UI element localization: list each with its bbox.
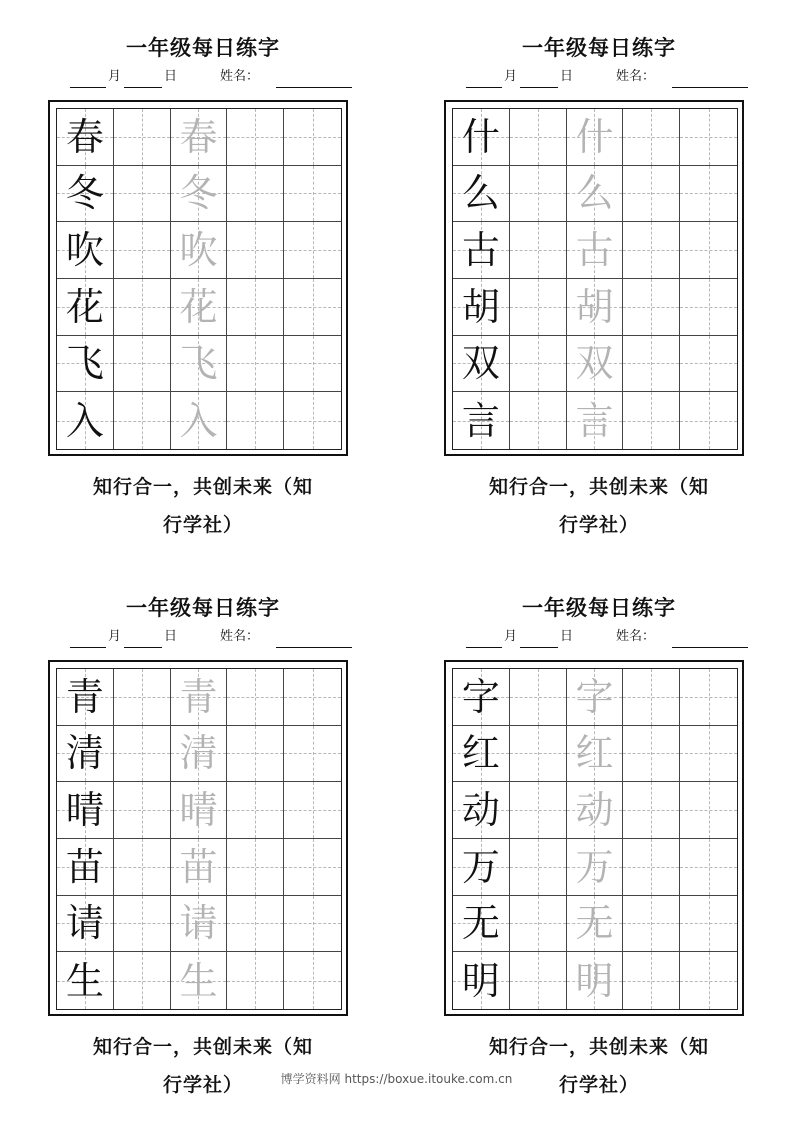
trace-character: 苗 (179, 844, 218, 889)
practice-cell[interactable] (680, 669, 737, 726)
trace-cell[interactable] (171, 669, 228, 726)
practice-grid (452, 668, 738, 1010)
day-blank[interactable] (124, 86, 162, 88)
model-character: 古 (461, 228, 500, 273)
day-label: 日 (560, 69, 574, 84)
model-character: 胡 (461, 284, 500, 329)
trace-character: 什 (575, 114, 614, 159)
model-cell (453, 392, 510, 449)
trace-character: 万 (575, 844, 614, 889)
practice-cell[interactable] (284, 952, 341, 1009)
trace-cell[interactable] (567, 896, 624, 953)
model-cell (453, 669, 510, 726)
trace-cell[interactable] (567, 782, 624, 839)
practice-cell[interactable] (680, 392, 737, 449)
practice-sheet-4 (444, 592, 754, 1112)
practice-cell[interactable] (510, 952, 567, 1009)
trace-character: 青 (179, 674, 218, 719)
trace-character: 请 (179, 901, 218, 946)
practice-cell[interactable] (114, 952, 171, 1009)
model-cell (57, 392, 114, 449)
trace-cell[interactable] (171, 336, 228, 393)
practice-cell[interactable] (284, 109, 341, 166)
practice-grid (56, 668, 342, 1010)
trace-cell[interactable] (567, 392, 624, 449)
practice-cell[interactable] (227, 896, 284, 953)
trace-cell[interactable] (567, 279, 624, 336)
practice-cell[interactable] (623, 669, 680, 726)
model-cell (57, 839, 114, 896)
slogan-line-2: 行学社） (558, 514, 639, 536)
practice-grid-frame (48, 660, 348, 1016)
practice-cell[interactable] (623, 392, 680, 449)
model-character: 晴 (65, 788, 104, 833)
trace-character: 飞 (179, 341, 218, 386)
model-cell (453, 952, 510, 1009)
practice-cell[interactable] (227, 279, 284, 336)
month-blank[interactable] (466, 646, 502, 648)
practice-cell[interactable] (284, 782, 341, 839)
practice-cell[interactable] (510, 222, 567, 279)
practice-cell[interactable] (623, 896, 680, 953)
practice-cell[interactable] (227, 839, 284, 896)
slogan-line-2: 行学社） (162, 1074, 243, 1096)
practice-cell[interactable] (623, 222, 680, 279)
practice-cell[interactable] (227, 669, 284, 726)
trace-character: 么 (575, 171, 614, 216)
trace-character: 春 (179, 114, 218, 159)
month-label: 月 (504, 629, 518, 644)
practice-cell[interactable] (114, 336, 171, 393)
model-cell (57, 726, 114, 783)
model-cell (453, 726, 510, 783)
sheet-title: 一年级每日练字 (126, 595, 280, 620)
practice-cell[interactable] (227, 782, 284, 839)
practice-cell[interactable] (114, 392, 171, 449)
month-blank[interactable] (466, 86, 502, 88)
practice-cell[interactable] (114, 669, 171, 726)
trace-cell[interactable] (567, 839, 624, 896)
model-character: 清 (65, 731, 104, 776)
practice-cell[interactable] (227, 222, 284, 279)
practice-cell[interactable] (680, 839, 737, 896)
trace-character: 双 (575, 341, 614, 386)
model-cell (453, 166, 510, 223)
trace-character: 明 (575, 958, 614, 1003)
trace-cell[interactable] (171, 109, 228, 166)
trace-cell[interactable] (171, 279, 228, 336)
trace-cell[interactable] (567, 166, 624, 223)
model-cell (57, 782, 114, 839)
sheet-title: 一年级每日练字 (522, 35, 676, 60)
practice-cell[interactable] (114, 279, 171, 336)
model-character: 动 (461, 788, 500, 833)
date-name-row (70, 626, 360, 648)
practice-cell[interactable] (114, 109, 171, 166)
slogan-line-1: 知行合一，共创未来（知 (92, 1036, 313, 1058)
model-cell (453, 896, 510, 953)
practice-cell[interactable] (510, 166, 567, 223)
practice-cell[interactable] (114, 726, 171, 783)
model-character: 吹 (65, 228, 104, 273)
practice-cell[interactable] (284, 222, 341, 279)
date-name-row (70, 66, 360, 88)
name-blank[interactable] (672, 646, 748, 648)
day-blank[interactable] (124, 646, 162, 648)
trace-cell[interactable] (171, 782, 228, 839)
practice-cell[interactable] (227, 109, 284, 166)
day-label: 日 (560, 629, 574, 644)
slogan (48, 468, 358, 544)
slogan-line-1: 知行合一，共创未来（知 (488, 476, 709, 498)
slogan-line-2: 行学社） (162, 514, 243, 536)
trace-character: 古 (575, 228, 614, 273)
practice-grid-frame (444, 100, 744, 456)
practice-cell[interactable] (227, 952, 284, 1009)
date-name-row (466, 66, 756, 88)
practice-cell[interactable] (623, 166, 680, 223)
practice-cell[interactable] (284, 896, 341, 953)
practice-cell[interactable] (114, 782, 171, 839)
trace-character: 字 (575, 674, 614, 719)
model-cell (57, 166, 114, 223)
practice-cell[interactable] (680, 336, 737, 393)
practice-cell[interactable] (114, 839, 171, 896)
trace-cell[interactable] (171, 839, 228, 896)
model-character: 冬 (65, 171, 104, 216)
practice-cell[interactable] (623, 782, 680, 839)
practice-cell[interactable] (510, 279, 567, 336)
trace-cell[interactable] (171, 166, 228, 223)
model-character: 花 (65, 284, 104, 329)
month-blank[interactable] (70, 86, 106, 88)
month-blank[interactable] (70, 646, 106, 648)
practice-cell[interactable] (227, 166, 284, 223)
slogan-line-1: 知行合一，共创未来（知 (92, 476, 313, 498)
name-label: 姓名： (616, 69, 656, 84)
practice-cell[interactable] (623, 726, 680, 783)
trace-cell[interactable] (567, 952, 624, 1009)
practice-cell[interactable] (227, 726, 284, 783)
practice-grid (56, 108, 342, 450)
model-character: 什 (461, 114, 500, 159)
model-cell (57, 952, 114, 1009)
trace-cell[interactable] (567, 222, 624, 279)
trace-character: 无 (575, 901, 614, 946)
sheet-title: 一年级每日练字 (522, 595, 676, 620)
practice-cell[interactable] (510, 726, 567, 783)
trace-cell[interactable] (567, 109, 624, 166)
practice-cell[interactable] (284, 669, 341, 726)
trace-character: 晴 (179, 788, 218, 833)
trace-cell[interactable] (171, 392, 228, 449)
name-label: 姓名： (616, 629, 656, 644)
day-blank[interactable] (520, 86, 558, 88)
slogan (48, 1028, 358, 1104)
model-cell (453, 839, 510, 896)
model-character: 春 (65, 114, 104, 159)
practice-cell[interactable] (680, 782, 737, 839)
model-character: 双 (461, 341, 500, 386)
model-character: 明 (461, 958, 500, 1003)
trace-character: 动 (575, 788, 614, 833)
practice-cell[interactable] (510, 839, 567, 896)
slogan (444, 1028, 754, 1104)
name-label: 姓名： (220, 629, 260, 644)
practice-cell[interactable] (284, 279, 341, 336)
day-label: 日 (164, 69, 178, 84)
model-character: 苗 (65, 844, 104, 889)
trace-character: 花 (179, 284, 218, 329)
trace-cell[interactable] (567, 669, 624, 726)
trace-character: 言 (575, 398, 614, 443)
trace-character: 红 (575, 731, 614, 776)
model-cell (57, 336, 114, 393)
name-blank[interactable] (672, 86, 748, 88)
sheet-title: 一年级每日练字 (126, 35, 280, 60)
month-label: 月 (504, 69, 518, 84)
trace-cell[interactable] (171, 726, 228, 783)
practice-cell[interactable] (680, 222, 737, 279)
practice-sheet-3 (48, 592, 358, 1112)
day-label: 日 (164, 629, 178, 644)
practice-cell[interactable] (623, 279, 680, 336)
practice-cell[interactable] (284, 726, 341, 783)
model-character: 无 (461, 901, 500, 946)
practice-sheet-1 (48, 32, 358, 552)
practice-cell[interactable] (227, 392, 284, 449)
month-label: 月 (108, 629, 122, 644)
trace-character: 冬 (179, 171, 218, 216)
practice-cell[interactable] (114, 222, 171, 279)
model-cell (57, 896, 114, 953)
model-cell (453, 109, 510, 166)
trace-cell[interactable] (171, 222, 228, 279)
model-character: 请 (65, 901, 104, 946)
practice-cell[interactable] (680, 109, 737, 166)
practice-cell[interactable] (680, 726, 737, 783)
practice-cell[interactable] (510, 896, 567, 953)
practice-cell[interactable] (623, 839, 680, 896)
practice-cell[interactable] (680, 896, 737, 953)
practice-cell[interactable] (510, 782, 567, 839)
site-watermark: 博学资料网 https://boxue.itouke.com.cn (280, 1072, 513, 1086)
practice-cell[interactable] (114, 166, 171, 223)
practice-cell[interactable] (227, 336, 284, 393)
trace-cell[interactable] (567, 726, 624, 783)
trace-cell[interactable] (171, 896, 228, 953)
slogan-line-1: 知行合一，共创未来（知 (488, 1036, 709, 1058)
practice-cell[interactable] (284, 336, 341, 393)
trace-cell[interactable] (567, 336, 624, 393)
practice-sheet-2 (444, 32, 754, 552)
model-character: 红 (461, 731, 500, 776)
model-character: 入 (65, 398, 104, 443)
date-name-row (466, 626, 756, 648)
practice-cell[interactable] (284, 392, 341, 449)
trace-character: 吹 (179, 228, 218, 273)
practice-cell[interactable] (623, 336, 680, 393)
model-cell (57, 222, 114, 279)
practice-cell[interactable] (510, 669, 567, 726)
model-cell (57, 109, 114, 166)
model-cell (453, 222, 510, 279)
practice-cell[interactable] (114, 896, 171, 953)
practice-cell[interactable] (510, 336, 567, 393)
model-cell (57, 669, 114, 726)
model-character: 生 (65, 958, 104, 1003)
practice-grid (452, 108, 738, 450)
model-character: 万 (461, 844, 500, 889)
practice-cell[interactable] (623, 109, 680, 166)
name-blank[interactable] (276, 86, 352, 88)
practice-cell[interactable] (510, 392, 567, 449)
model-cell (453, 279, 510, 336)
name-blank[interactable] (276, 646, 352, 648)
practice-grid-frame (48, 100, 348, 456)
slogan-line-2: 行学社） (558, 1074, 639, 1096)
model-cell (57, 279, 114, 336)
model-character: 青 (65, 674, 104, 719)
trace-character: 入 (179, 398, 218, 443)
trace-character: 胡 (575, 284, 614, 329)
slogan (444, 468, 754, 544)
practice-cell[interactable] (680, 166, 737, 223)
day-blank[interactable] (520, 646, 558, 648)
practice-cell[interactable] (680, 279, 737, 336)
model-cell (453, 782, 510, 839)
practice-cell[interactable] (284, 166, 341, 223)
model-character: 言 (461, 398, 500, 443)
trace-character: 生 (179, 958, 218, 1003)
model-character: 飞 (65, 341, 104, 386)
month-label: 月 (108, 69, 122, 84)
model-character: 么 (461, 171, 500, 216)
trace-character: 清 (179, 731, 218, 776)
practice-cell[interactable] (680, 952, 737, 1009)
name-label: 姓名： (220, 69, 260, 84)
trace-cell[interactable] (171, 952, 228, 1009)
model-character: 字 (461, 674, 500, 719)
practice-grid-frame (444, 660, 744, 1016)
practice-cell[interactable] (284, 839, 341, 896)
practice-cell[interactable] (623, 952, 680, 1009)
practice-cell[interactable] (510, 109, 567, 166)
model-cell (453, 336, 510, 393)
